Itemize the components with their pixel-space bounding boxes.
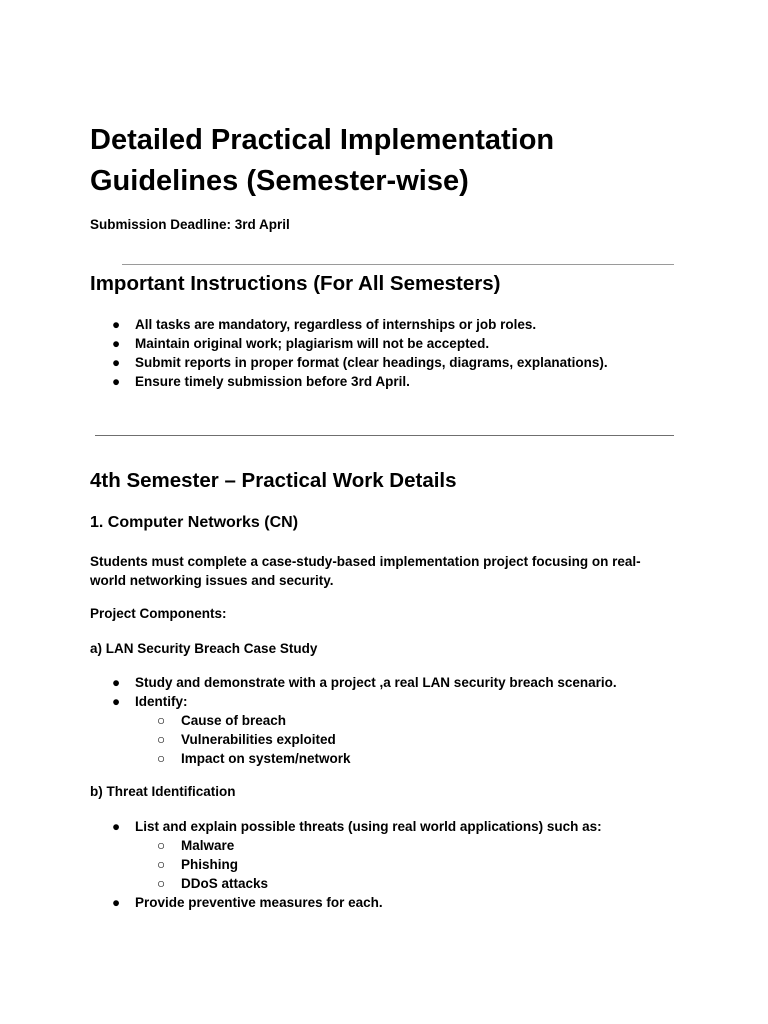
lan-breach-label: a) LAN Security Breach Case Study — [90, 641, 318, 656]
list-item: ● Study and demonstrate with a project ,a real LAN security breach scenario. — [112, 675, 617, 690]
bullet-icon: ● — [112, 355, 121, 370]
bullet-icon: ● — [112, 675, 121, 690]
important-instructions-heading: Important Instructions (For All Semesters) — [90, 272, 501, 295]
cn-intro: Students must complete a case-study-based implementation project focusing on real-world networking issues and security. — [90, 554, 641, 588]
sub-list-item: ○ Cause of breach — [157, 713, 287, 728]
divider — [95, 435, 674, 436]
circle-bullet-icon: ○ — [157, 838, 166, 853]
list-item: ● Ensure timely submission before 3rd April. — [112, 374, 410, 389]
bullet-icon: ● — [112, 374, 121, 389]
semester-4-heading: 4th Semester – Practical Work Details — [90, 469, 457, 492]
circle-bullet-icon: ○ — [157, 732, 166, 747]
list-item: ● Identify: — [112, 694, 188, 709]
threat-identification-list — [90, 817, 602, 912]
list-item: ● List and explain possible threats (using real world applications) such as: — [112, 819, 602, 834]
sub-list-item: ○ Phishing — [157, 857, 238, 872]
list-item: ● All tasks are mandatory, regardless of internships or job roles. — [112, 317, 537, 332]
sub-list-item: ○ Vulnerabilities exploited — [157, 732, 336, 747]
sub-list-item: ○ Impact on system/network — [157, 751, 351, 766]
cn-heading: 1. Computer Networks (CN) — [90, 514, 299, 531]
threat-identification-label: b) Threat Identification — [90, 784, 236, 799]
circle-bullet-icon: ○ — [157, 876, 166, 891]
bullet-icon: ● — [112, 694, 121, 709]
list-item: ● Provide preventive measures for each. — [112, 895, 383, 910]
page-title: Detailed Practical Implementation Guidelines (Semester-wise) — [90, 124, 555, 197]
submission-deadline: Submission Deadline: 3rd April — [90, 217, 290, 232]
circle-bullet-icon: ○ — [157, 751, 166, 766]
bullet-icon: ● — [112, 317, 121, 332]
circle-bullet-icon: ○ — [157, 857, 166, 872]
divider — [122, 264, 674, 265]
circle-bullet-icon: ○ — [157, 713, 166, 728]
bullet-icon: ● — [112, 336, 121, 351]
list-item: ● Submit reports in proper format (clear headings, diagrams, explanations). — [112, 355, 608, 370]
bullet-icon: ● — [112, 819, 121, 834]
list-item: ● Maintain original work; plagiarism will not be accepted. — [112, 336, 490, 351]
sub-list-item: ○ Malware — [157, 838, 235, 853]
project-components-label: Project Components: — [90, 606, 227, 621]
bullet-icon: ● — [112, 895, 121, 910]
important-instructions-list — [90, 315, 608, 391]
sub-list-item: ○ DDoS attacks — [157, 876, 269, 891]
lan-breach-list — [90, 673, 617, 768]
